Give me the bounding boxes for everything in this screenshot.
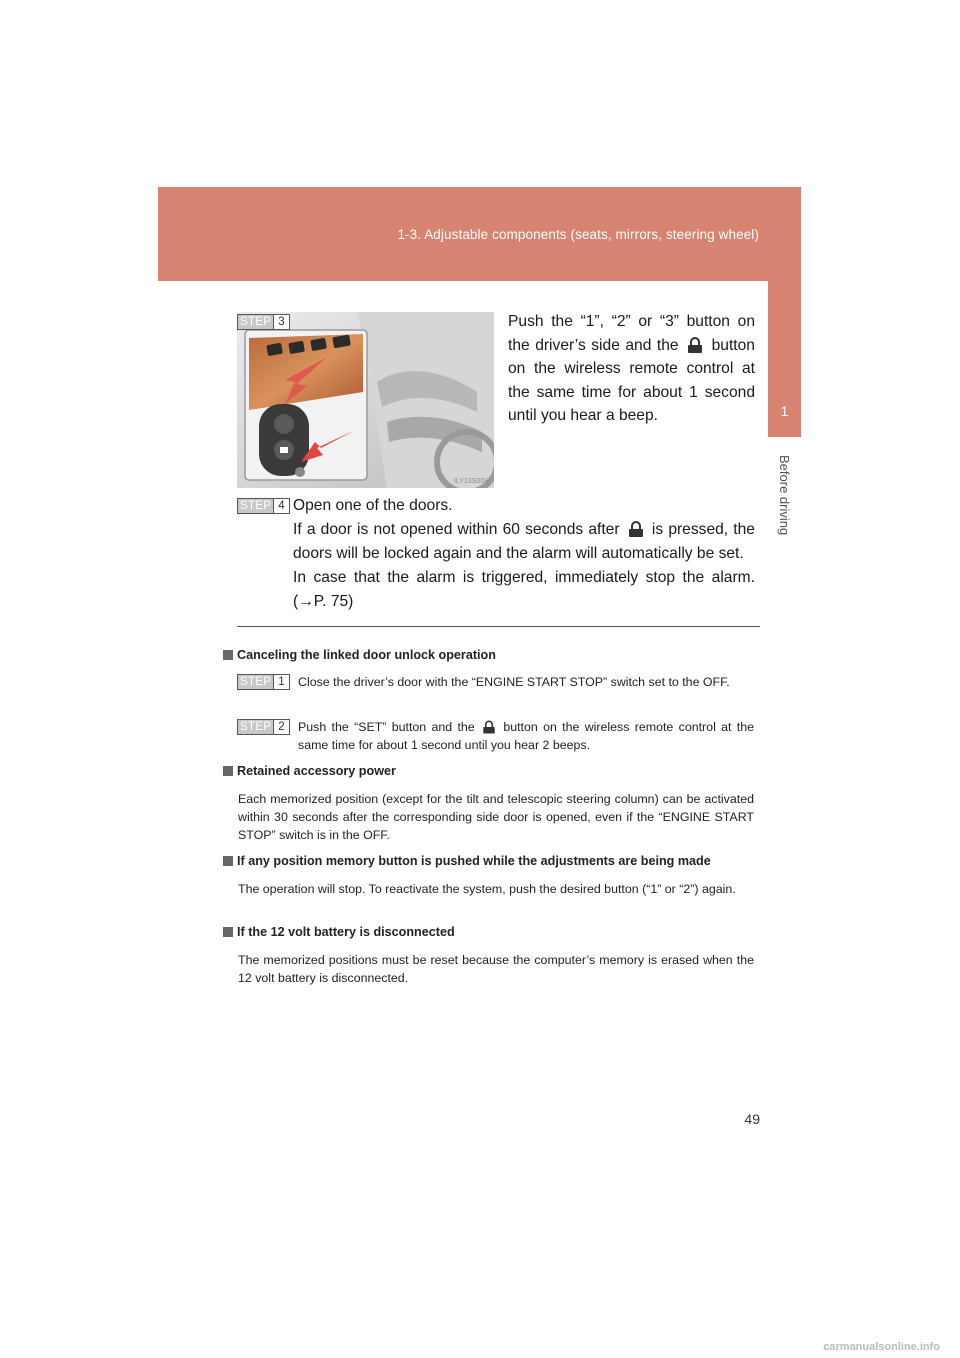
lock-icon: [625, 521, 647, 537]
lock-icon: [480, 720, 498, 734]
watermark-footer: carmanualsonline.info: [823, 1341, 940, 1353]
square-bullet-icon: [223, 650, 233, 660]
square-bullet-icon: [223, 766, 233, 776]
figure-code: ILY13S003: [453, 478, 488, 485]
lock-icon: [684, 337, 706, 353]
step-3-badge: [237, 314, 290, 330]
chapter-header: [158, 187, 801, 281]
section-heading-battery: [223, 925, 455, 939]
cancel-step-2-text: [298, 718, 754, 754]
step-4-badge: [237, 498, 290, 514]
section-heading-pushed: [223, 854, 711, 868]
heading-text: If the 12 volt battery is disconnected: [237, 925, 455, 939]
heading-text: Canceling the linked door unlock operation: [237, 648, 496, 662]
step-number: 3: [273, 315, 288, 329]
cancel-step-2-badge: [237, 719, 290, 735]
battery-text: The memorized positions must be reset because the computer’s memory is erased when the 12 volt battery is disconnected.: [238, 953, 754, 985]
step-3-text-a: Push the “1”, “2” or “3” button on the driver’s side and the: [508, 313, 755, 354]
illustration-memory-buttons: [237, 312, 494, 488]
retained-text: Each memorized position (except for the tilt and telescopic steering column) can be activated within 30 seconds after the corresponding side door is opened, even if the “ENGINE START STOP” switch is in the OFF.: [238, 792, 754, 842]
square-bullet-icon: [223, 927, 233, 937]
chapter-side-label-text: Before driving: [777, 455, 792, 536]
step-3-text: [508, 310, 755, 428]
square-bullet-icon: [223, 856, 233, 866]
heading-text: If any position memory button is pushed while the adjustments are being made: [237, 854, 711, 868]
chapter-number: 1: [780, 403, 789, 419]
note-alarm-triggered: In case that the alarm is triggered, immediately stop the alarm. (→P. 75): [293, 569, 755, 610]
section-heading-retained: [223, 764, 396, 778]
step-label: STEP: [240, 676, 272, 688]
note-alarm-set-b: is pressed, the doors will be locked again and the alarm will automatically be set.: [293, 521, 755, 562]
step-3-text-b: button on the wireless remote control at the same time for about 1 second until you hear a beep.: [508, 336, 755, 425]
pushed-text: The operation will stop. To reactivate the system, push the desired button (“1” or “2”) again.: [238, 882, 736, 896]
cancel-step-2-text-b: button on the wireless remote control at the same time for about 1 second until you hear 2 beeps.: [298, 720, 754, 752]
step-label: STEP: [240, 316, 272, 328]
cancel-step-2-text-a: Push the “SET” button and the: [298, 720, 475, 734]
section-heading-cancel: [223, 648, 496, 662]
note-alarm-set: [293, 518, 755, 565]
cancel-step-1-text: Close the driver’s door with the “ENGINE START STOP” switch set to the OFF.: [298, 675, 730, 689]
step-number: 4: [273, 499, 288, 513]
step-number: 2: [273, 720, 288, 734]
section-divider: [237, 626, 760, 627]
step-number: 1: [273, 675, 288, 689]
chapter-title: 1-3. Adjustable components (seats, mirrors, steering wheel): [397, 227, 759, 242]
step-label: STEP: [240, 721, 272, 733]
page-number: 49: [744, 1111, 760, 1127]
heading-text: Retained accessory power: [237, 764, 396, 778]
door-panel-illustration: [237, 312, 494, 488]
chapter-side-label: [768, 455, 801, 555]
step-4-text: Open one of the doors.: [293, 497, 453, 514]
step-label: STEP: [240, 500, 272, 512]
note-alarm-set-a: If a door is not opened within 60 seconds after: [293, 521, 620, 538]
cancel-step-1-badge: [237, 674, 290, 690]
